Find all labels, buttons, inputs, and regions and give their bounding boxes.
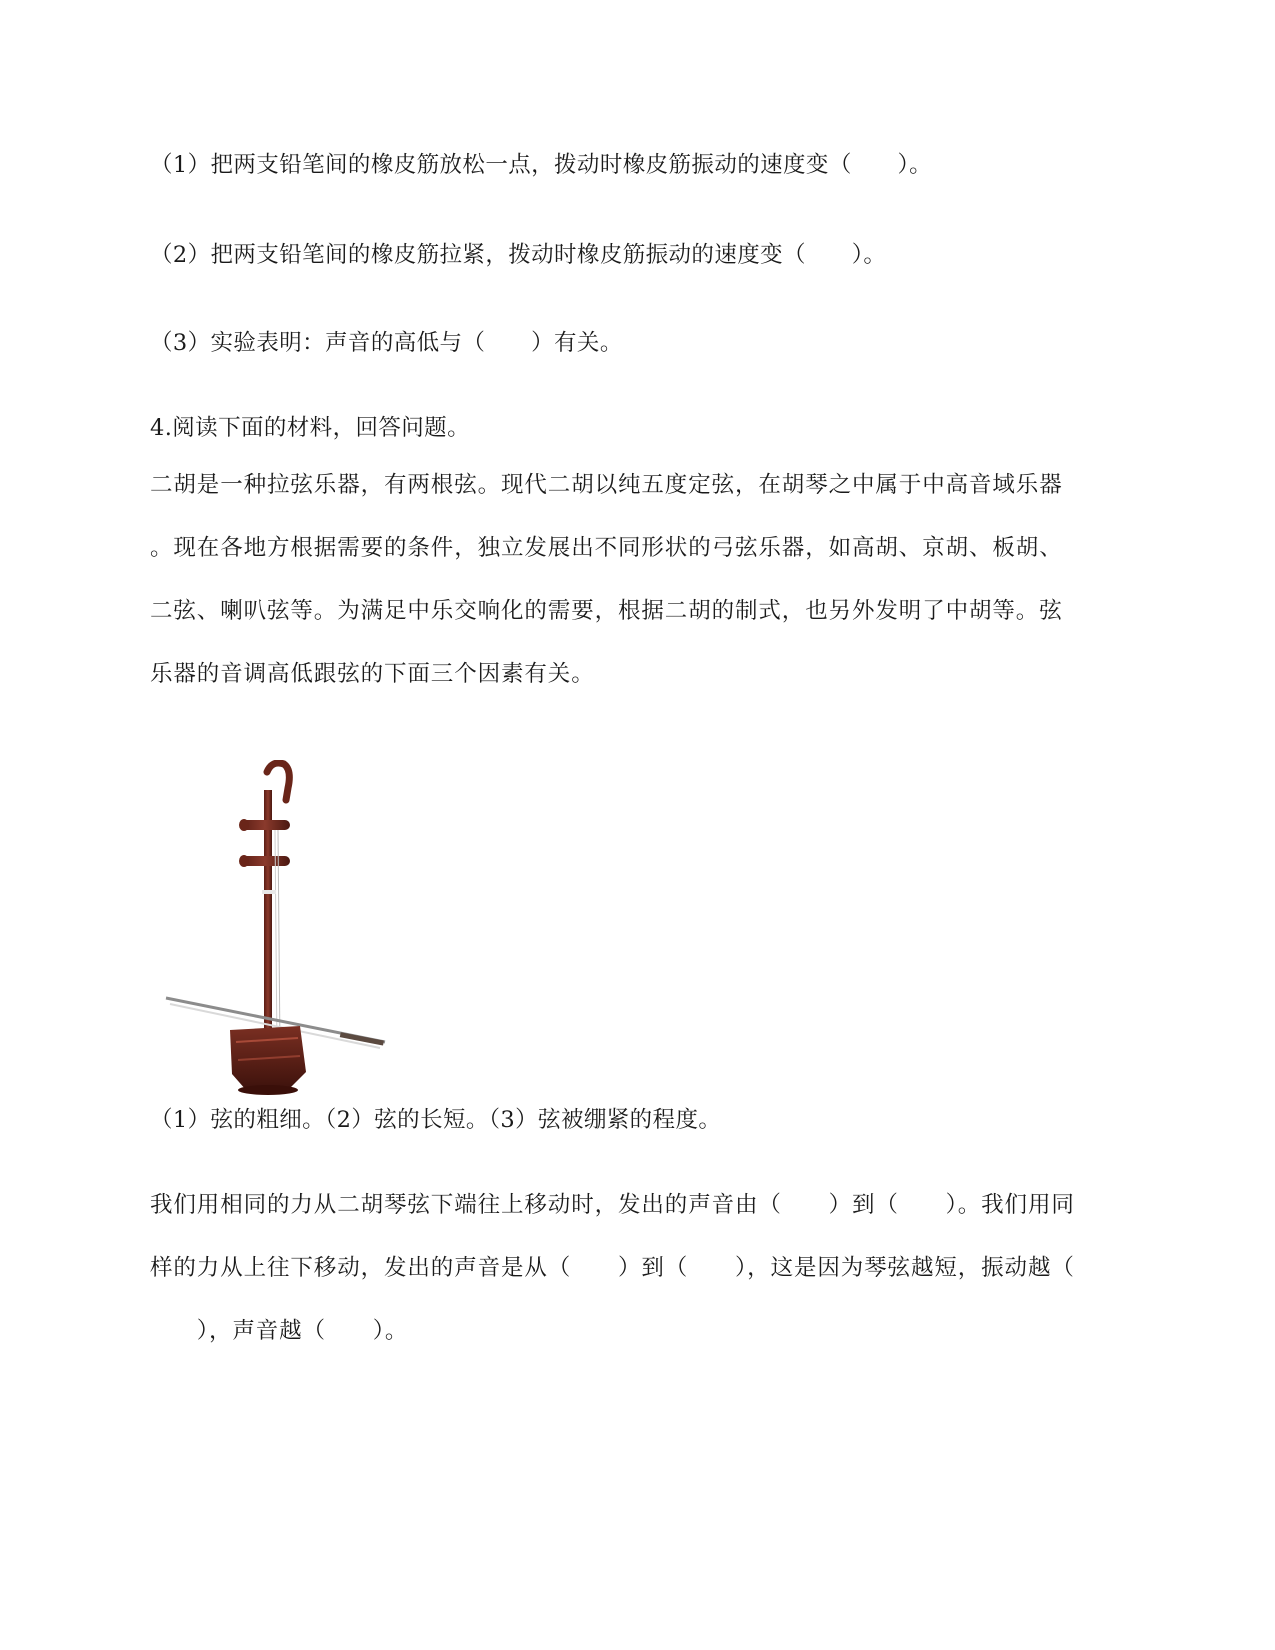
question-4-title: 4.阅读下面的材料，回答问题。 xyxy=(150,415,470,441)
passage-line-3: 二弦、喇叭弦等。为满足中乐交响化的需要，根据二胡的制式，也另外发明了中胡等。弦 xyxy=(150,598,1063,624)
passage-line-4: 乐器的音调高低跟弦的下面三个因素有关。 xyxy=(150,661,595,687)
q3-item-3: （3）实验表明：声音的高低与（ ）有关。 xyxy=(150,330,623,356)
question-line-2: 样的力从上往下移动，发出的声音是从（ ）到（ ），这是因为琴弦越短，振动越（ xyxy=(150,1255,1075,1281)
question-line-1: 我们用相同的力从二胡琴弦下端往上移动时，发出的声音由（ ）到（ ）。我们用同 xyxy=(150,1192,1075,1218)
erhu-instrument-image xyxy=(160,760,400,1110)
question-line-3: ），声音越（ ）。 xyxy=(150,1318,409,1344)
passage-line-1: 二胡是一种拉弦乐器，有两根弦。现代二胡以纯五度定弦，在胡琴之中属于中高音域乐器 xyxy=(150,472,1063,498)
passage-line-2: 。现在各地方根据需要的条件，独立发展出不同形状的弓弦乐器，如高胡、京胡、板胡、 xyxy=(150,535,1063,561)
q3-item-2: （2）把两支铅笔间的橡皮筋拉紧，拨动时橡皮筋振动的速度变（ ）。 xyxy=(150,242,887,268)
q3-item-1: （1）把两支铅笔间的橡皮筋放松一点，拨动时橡皮筋振动的速度变（ ）。 xyxy=(150,152,933,178)
factors-line: （1）弦的粗细。（2）弦的长短。（3）弦被绷紧的程度。 xyxy=(150,1107,722,1133)
